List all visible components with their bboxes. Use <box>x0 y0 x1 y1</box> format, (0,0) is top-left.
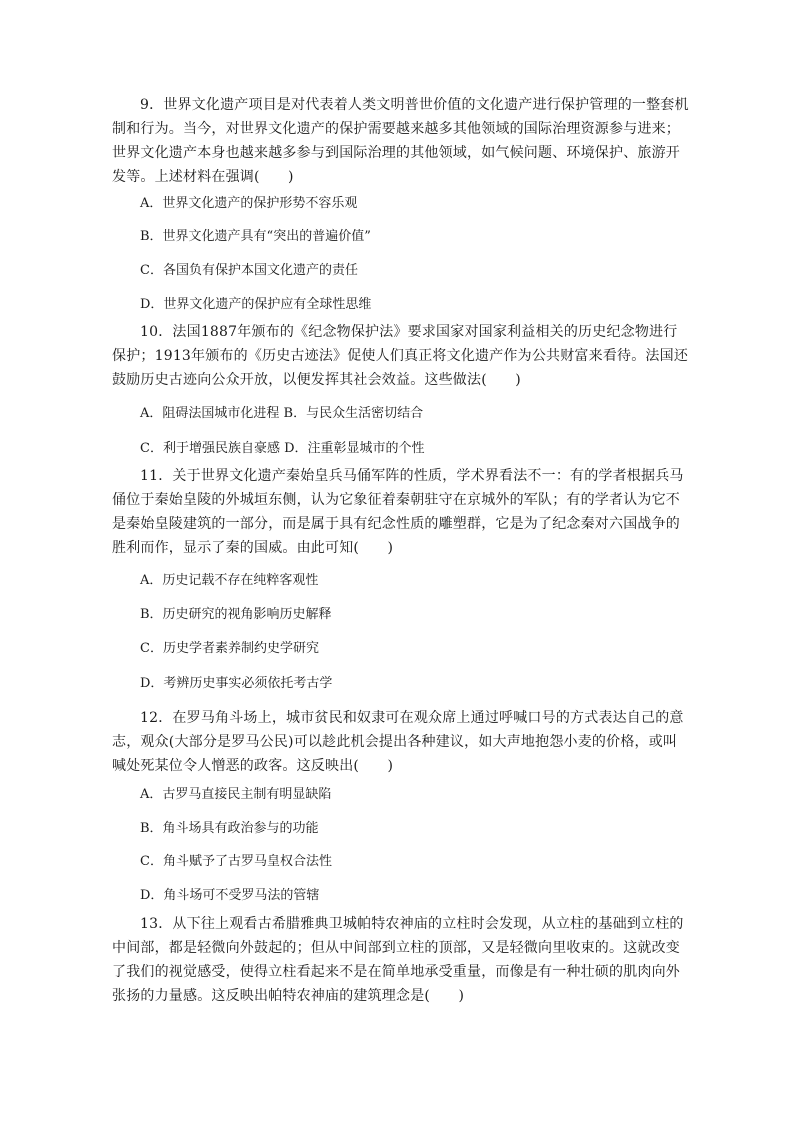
question-10 <box>112 320 690 392</box>
question-9-option-b: B．世界文化遗产具有“突出的普遍价值” <box>140 229 371 244</box>
question-9-stem: 9．世界文化遗产项目是对代表着人类文明普世价值的文化遗产进行保护管理的一整套机制和行为。当今，对世界文化遗产的保护需要越来越多其他领域的国际治理资源参与进来；世界文化遗产本身也越来越多参与到国际治理的其他领域，如气候问题、环境保护、旅游开发等。上述材料在强调( ) <box>112 97 689 185</box>
question-11-option-a: A．历史记载不存在纯粹客观性 <box>140 573 319 588</box>
question-12-option-c: C．角斗赋予了古罗马皇权合法性 <box>140 854 332 869</box>
question-9-option-a: A．世界文化遗产的保护形势不容乐观 <box>140 196 358 211</box>
question-12-option-a: A．古罗马直接民主制有明显缺陷 <box>140 787 332 802</box>
question-11 <box>112 464 690 560</box>
question-9-option-c: C．各国负有保护本国文化遗产的责任 <box>140 263 358 278</box>
question-13-stem: 13．从下往上观看古希腊雅典卫城帕特农神庙的立柱时会发现，从立柱的基础到立柱的中间部，都是轻微向外鼓起的；但从中间部到立柱的顶部，又是轻微向里收束的。这就改变了我们的视觉感受，使得立柱看起来不是在简单地承受重量，而像是有一种壮硕的肌肉向外张扬的力量感。这反映出帕特农神庙的建筑理念是( ) <box>112 916 684 1004</box>
question-11-stem: 11．关于世界文化遗产秦始皇兵马俑军阵的性质，学术界看法不一：有的学者根据兵马俑位于秦始皇陵的外城垣东侧，认为它象征着秦朝驻守在京城外的军队；有的学者认为它不是秦始皇陵建筑的一部分，而是属于具有纪念性质的雕塑群，它是为了纪念秦对六国战争的胜利而作，显示了秦的国威。由此可知( ) <box>112 468 684 556</box>
question-10-stem: 10．法国1887年颁布的《纪念物保护法》要求国家对国家利益相关的历史纪念物进行保护；1913年颁布的《历史古迹法》促使人们真正将文化遗产作为公共财富来看待。法国还鼓励历史古迹向公众开放，以便发挥其社会效益。这些做法( ) <box>112 324 689 388</box>
question-12 <box>112 706 690 778</box>
question-10-option-ab: A．阻碍法国城市化进程 B．与民众生活密切结合 <box>140 406 424 421</box>
question-11-option-c: C．历史学者素养制约史学研究 <box>140 641 319 656</box>
question-12-option-d: D．角斗场可不受罗马法的管辖 <box>140 888 320 903</box>
question-10-option-cd: C．利于增强民族自豪感 D．注重彰显城市的个性 <box>140 441 425 456</box>
question-12-stem: 12．在罗马角斗场上，城市贫民和奴隶可在观众席上通过呼喊口号的方式表达自己的意志，观众(大部分是罗马公民)可以趁此机会提出各种建议，如大声地抱怨小麦的价格，或叫喊处死某位令人憎恶的政客。这反映出( ) <box>112 710 684 774</box>
question-9 <box>112 93 690 189</box>
question-9-option-d: D．世界文化遗产的保护应有全球性思维 <box>140 297 372 312</box>
question-13 <box>112 912 690 1008</box>
question-11-option-d: D．考辨历史事实必须依托考古学 <box>140 676 333 691</box>
question-11-option-b: B．历史研究的视角影响历史解释 <box>140 607 332 622</box>
question-12-option-b: B．角斗场具有政治参与的功能 <box>140 821 319 836</box>
